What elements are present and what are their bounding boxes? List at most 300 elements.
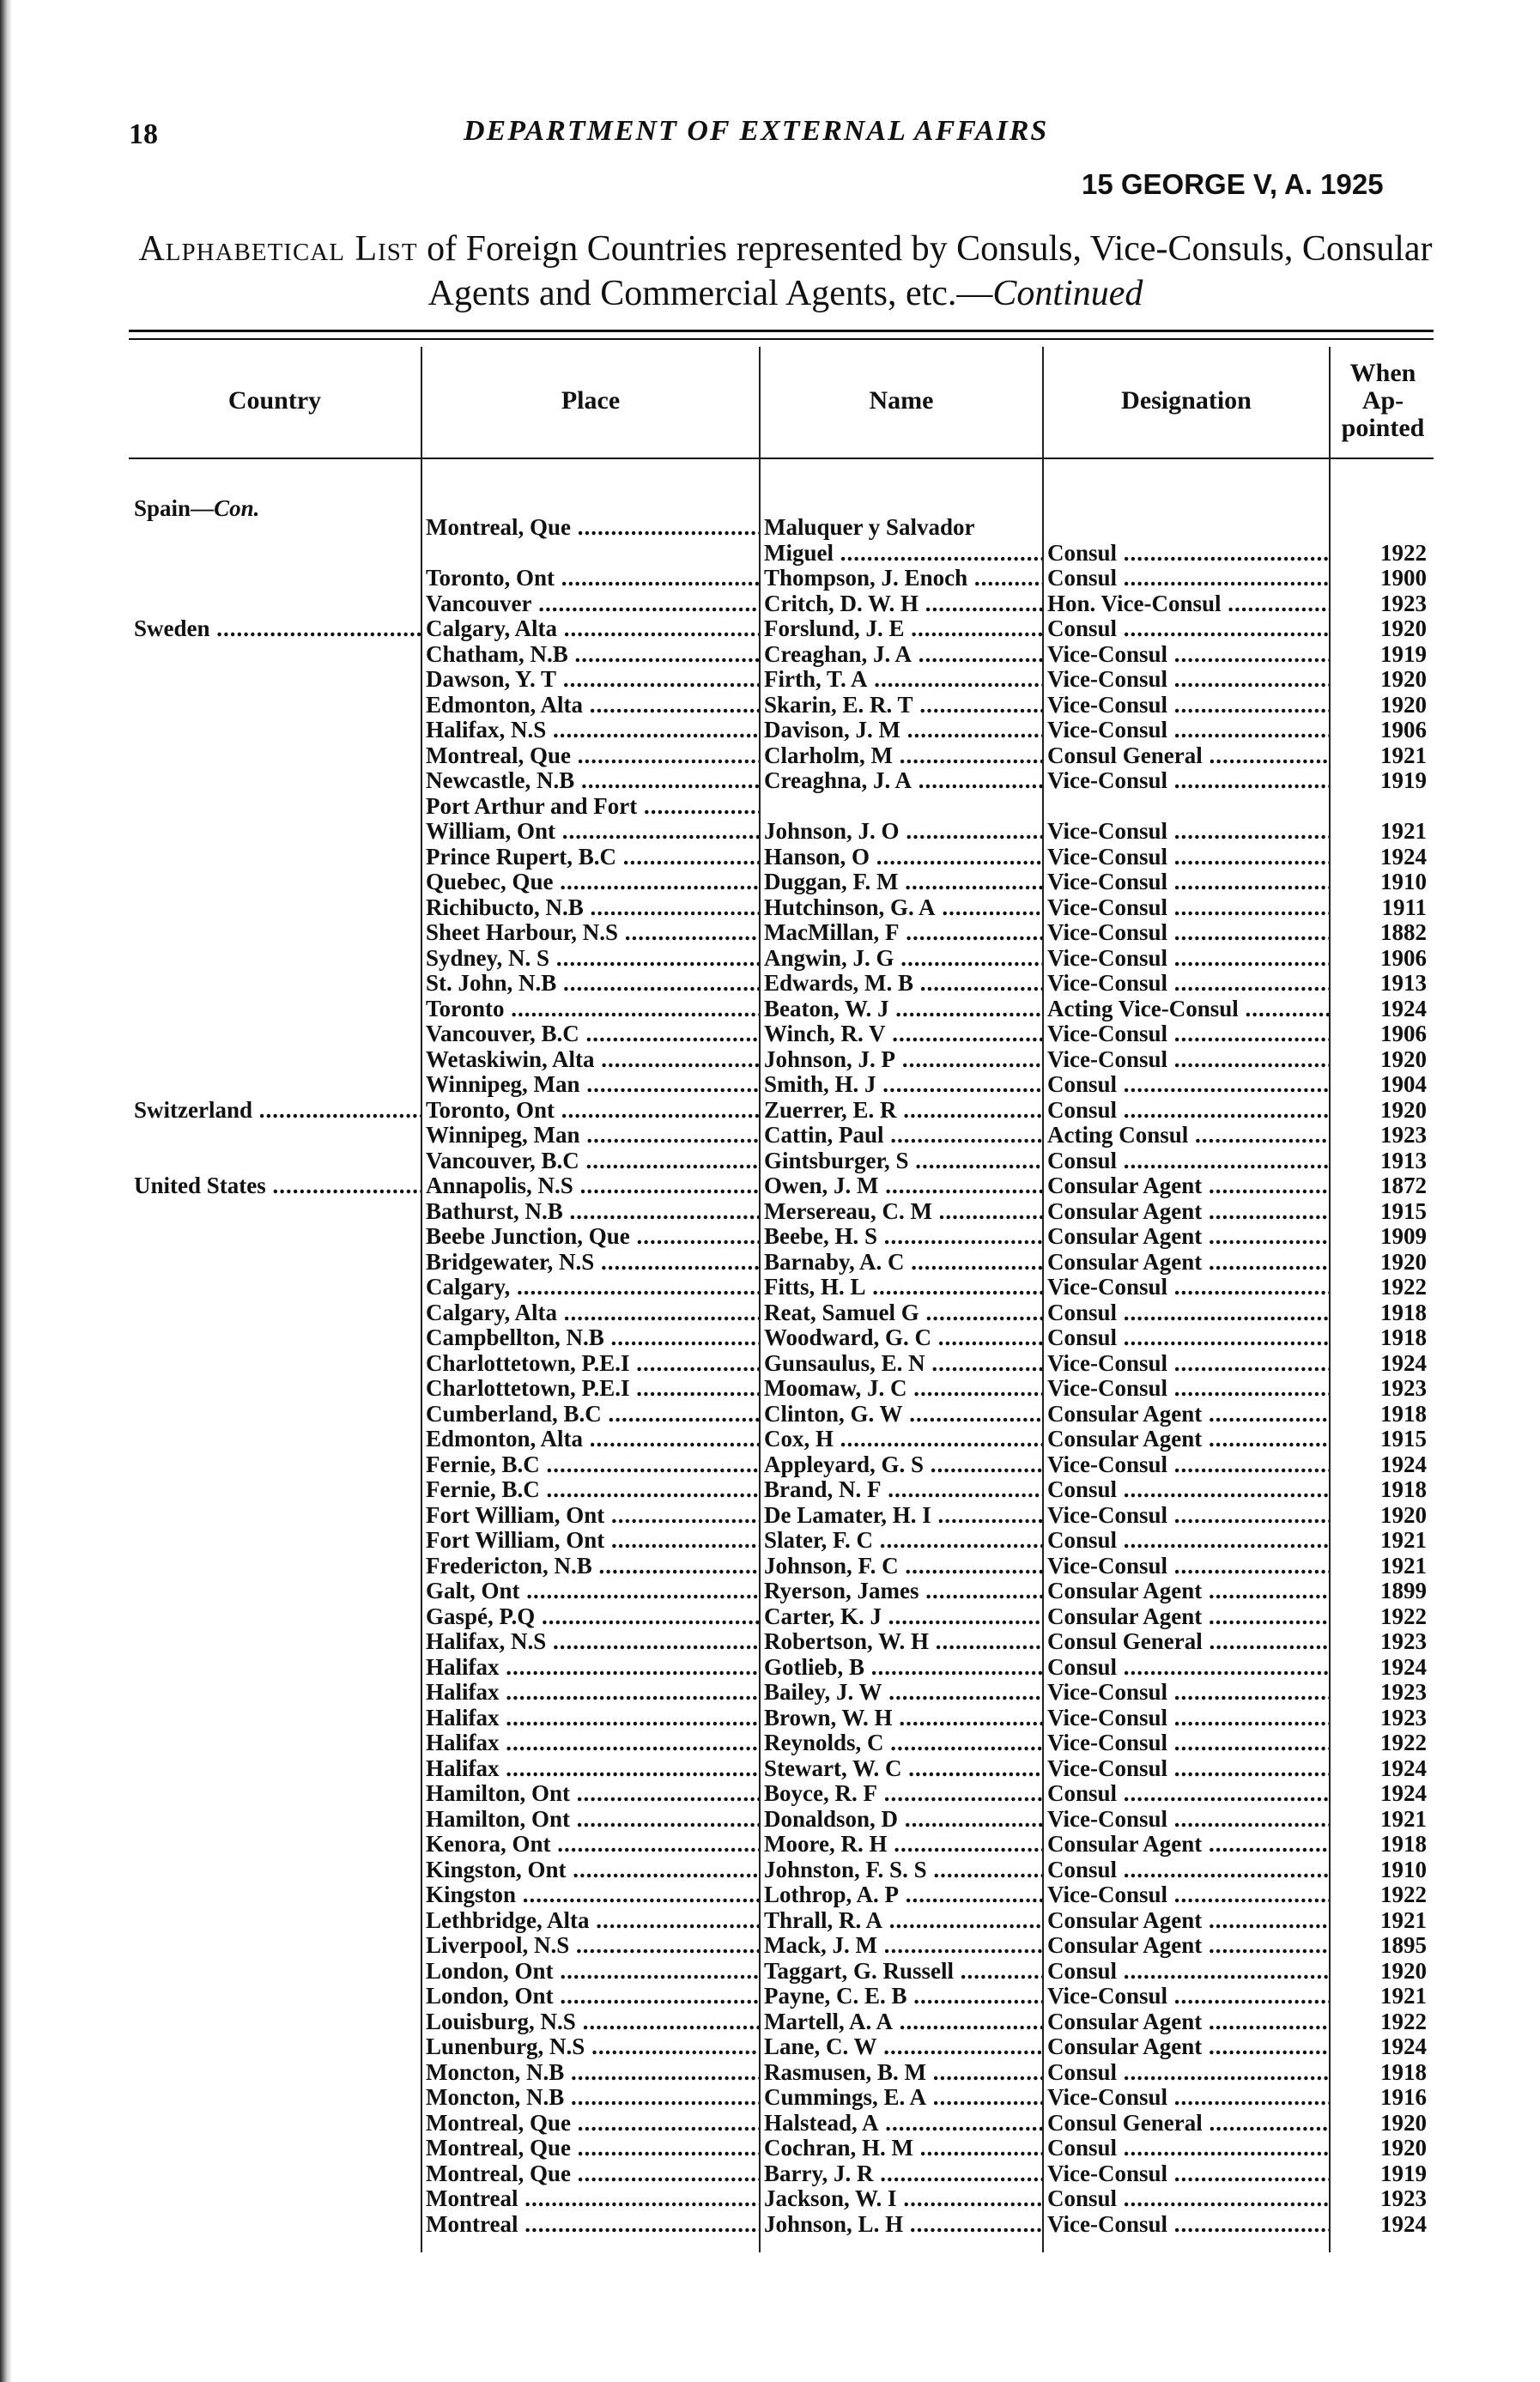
table-row	[129, 1730, 1434, 1756]
cell-country	[129, 920, 421, 946]
table-row	[129, 768, 1434, 794]
cell-designation: Vice-Consul .....	[1042, 845, 1329, 870]
cell-designation: Consular Agent .....	[1042, 1832, 1329, 1858]
cell-year	[1329, 794, 1434, 820]
cell-name: Thompson, J. Enoch .....	[759, 566, 1042, 591]
cell-place: Calgary, Alta .....	[421, 616, 759, 642]
cell-designation: Acting Consul .....	[1042, 1123, 1329, 1149]
cell-year: 1923	[1380, 1629, 1427, 1654]
table-row	[129, 1047, 1434, 1073]
cell-place: Beebe Junction, Que .....	[421, 1224, 759, 1250]
cell-place: Kenora, Ont .....	[421, 1832, 759, 1858]
cell-year: 1918	[1380, 1401, 1427, 1427]
table-row	[129, 845, 1434, 870]
table-row	[129, 1629, 1434, 1655]
table-body	[129, 515, 1434, 2237]
cell-name: Barnaby, A. C .....	[759, 1250, 1042, 1276]
cell-year: 1921	[1380, 1907, 1427, 1933]
table-row	[129, 2111, 1434, 2137]
table-row	[129, 997, 1434, 1022]
cell-country	[129, 515, 421, 541]
table-row	[129, 2060, 1434, 2086]
cell-country	[129, 1832, 421, 1858]
cell-name: Rasmusen, B. M .....	[759, 2060, 1042, 2086]
cell-designation: Vice-Consul .....	[1042, 1047, 1329, 1073]
table-row	[129, 1477, 1434, 1503]
cell-name: MacMillan, F .....	[759, 920, 1042, 946]
cell-place: Hamilton, Ont .....	[421, 1807, 759, 1833]
cell-year: 1923	[1380, 1376, 1427, 1401]
cell-country	[129, 946, 421, 972]
cell-designation: Consul .....	[1042, 2060, 1329, 2086]
cell-country	[129, 2186, 421, 2212]
cell-year: 1918	[1380, 1832, 1427, 1857]
cell-name: Payne, C. E. B .....	[759, 1984, 1042, 2009]
cell-name: Gintsburger, S .....	[759, 1149, 1042, 1174]
cell-year: 1916	[1380, 2085, 1427, 2110]
cell-place: Lunenburg, N.S .....	[421, 2034, 759, 2060]
cell-name: Hutchinson, G. A .....	[759, 895, 1042, 921]
cell-year: 1924	[1380, 1350, 1427, 1376]
cell-year: 1923	[1380, 1123, 1427, 1148]
cell-place: Halifax, N.S .....	[421, 1629, 759, 1655]
cell-year: 1909	[1380, 1224, 1427, 1249]
table-row	[129, 2136, 1434, 2161]
cell-place: Montreal, Que .....	[421, 743, 759, 769]
cell-place: Halifax, N.S .....	[421, 718, 759, 743]
cell-year: 1921	[1380, 1528, 1427, 1553]
cell-country	[129, 2212, 421, 2238]
cell-year: 1924	[1380, 844, 1427, 870]
cell-year: 1920	[1380, 1046, 1427, 1072]
cell-place: Toronto, Ont .....	[421, 566, 759, 591]
cell-country	[129, 1959, 421, 1985]
cell-place: Charlottetown, P.E.I .....	[421, 1351, 759, 1377]
table-row	[129, 1882, 1434, 1908]
cell-place: Montreal .....	[421, 2212, 759, 2238]
cell-name: Critch, D. W. H .....	[759, 591, 1042, 617]
cell-name: Clinton, G. W .....	[759, 1402, 1042, 1427]
cell-designation: Vice-Consul .....	[1042, 1807, 1329, 1833]
cell-name: Taggart, G. Russell .....	[759, 1959, 1042, 1985]
cell-designation: Consular Agent .....	[1042, 1402, 1329, 1427]
cell-year: 1872	[1380, 1173, 1427, 1198]
cell-year: 1904	[1380, 1072, 1427, 1097]
cell-designation: Consul .....	[1042, 566, 1329, 591]
cell-country	[129, 1554, 421, 1579]
cell-country	[129, 895, 421, 921]
cell-name: Thrall, R. A .....	[759, 1908, 1042, 1934]
cell-designation: Vice-Consul .....	[1042, 667, 1329, 693]
cell-designation: Consular Agent .....	[1042, 1908, 1329, 1934]
cell-place: Montreal, Que .....	[421, 2136, 759, 2161]
cell-name: Owen, J. M .....	[759, 1173, 1042, 1199]
table-row	[129, 1756, 1434, 1782]
cell-year: 1920	[1380, 1097, 1427, 1123]
table-row	[129, 1655, 1434, 1681]
cell-designation: Consul General .....	[1042, 743, 1329, 769]
cell-place: Louisburg, N.S .....	[421, 2009, 759, 2035]
cell-name: Lane, C. W .....	[759, 2034, 1042, 2060]
table-row	[129, 2161, 1434, 2187]
table-row	[129, 693, 1434, 718]
table-row	[129, 591, 1434, 617]
cell-place: Moncton, N.B .....	[421, 2060, 759, 2086]
table-row	[129, 1300, 1434, 1326]
cell-name: Johnson, F. C .....	[759, 1554, 1042, 1579]
cell-country	[129, 1224, 421, 1250]
cell-place: Halifax .....	[421, 1706, 759, 1731]
cell-place: Liverpool, N.S .....	[421, 1933, 759, 1959]
cell-place: Bridgewater, N.S .....	[421, 1250, 759, 1276]
cell-name: Forslund, J. E .....	[759, 616, 1042, 642]
cell-designation: Consul .....	[1042, 616, 1329, 642]
cell-country	[129, 2085, 421, 2111]
cell-country: Sweden .....	[129, 616, 421, 642]
cell-year: 1921	[1380, 1806, 1427, 1832]
cell-place: Winnipeg, Man .....	[421, 1123, 759, 1149]
cell-country	[129, 845, 421, 870]
cell-name: Beebe, H. S .....	[759, 1224, 1042, 1250]
cell-name: Creaghan, J. A .....	[759, 642, 1042, 668]
cell-country	[129, 1123, 421, 1149]
cell-name: Gunsaulus, E. N .....	[759, 1351, 1042, 1377]
cell-place: Fort William, Ont .....	[421, 1503, 759, 1529]
cell-country	[129, 1072, 421, 1098]
cell-place: Halifax .....	[421, 1756, 759, 1782]
session-label: 15 GEORGE V, A. 1925	[1082, 168, 1384, 200]
cell-country	[129, 718, 421, 743]
cell-country	[129, 743, 421, 769]
cell-name: Martell, A. A .....	[759, 2009, 1042, 2035]
cell-designation: Consul General .....	[1042, 1629, 1329, 1655]
cell-name: Smith, H. J .....	[759, 1072, 1042, 1098]
cell-name: Moomaw, J. C .....	[759, 1376, 1042, 1402]
cell-designation: Consul .....	[1042, 1528, 1329, 1554]
cell-designation: Vice-Consul .....	[1042, 895, 1329, 921]
cell-year: 1922	[1380, 1275, 1427, 1300]
table-row	[129, 1959, 1434, 1985]
cell-designation: Vice-Consul .....	[1042, 718, 1329, 743]
column-header-place: Place	[561, 386, 621, 415]
cell-country	[129, 1402, 421, 1427]
table-row	[129, 1072, 1434, 1098]
cell-place: Wetaskiwin, Alta .....	[421, 1047, 759, 1073]
cell-designation: Consular Agent .....	[1042, 1427, 1329, 1452]
column-header-designation: Designation	[1121, 386, 1252, 415]
cell-country	[129, 768, 421, 794]
top-rule-thin	[129, 338, 1434, 340]
table-row	[129, 1604, 1434, 1630]
table-row	[129, 1528, 1434, 1554]
cell-designation: Vice-Consul .....	[1042, 1021, 1329, 1047]
cell-country	[129, 2136, 421, 2161]
table-row	[129, 971, 1434, 997]
cell-country	[129, 1984, 421, 2009]
cell-place: Toronto .....	[421, 997, 759, 1022]
cell-name: Skarin, E. R. T .....	[759, 693, 1042, 718]
cell-year: 1913	[1380, 971, 1427, 996]
cell-country	[129, 1477, 421, 1503]
table-row	[129, 1832, 1434, 1858]
cell-name: Brown, W. H .....	[759, 1706, 1042, 1731]
cell-year: 1924	[1380, 1755, 1427, 1781]
consuls-table	[129, 515, 1434, 2237]
cell-place: Moncton, N.B .....	[421, 2085, 759, 2111]
cell-name: Johnson, L. H .....	[759, 2212, 1042, 2238]
cell-name: Barry, J. R .....	[759, 2161, 1042, 2187]
cell-year: 1923	[1380, 591, 1427, 616]
table-row	[129, 946, 1434, 972]
cell-year: 1906	[1380, 1021, 1427, 1046]
cell-year: 1918	[1380, 1477, 1427, 1502]
cell-country	[129, 1706, 421, 1731]
cell-place: Fernie, B.C .....	[421, 1477, 759, 1503]
column-header-name: Name	[869, 386, 934, 415]
cell-year: 1911	[1381, 894, 1427, 920]
table-row	[129, 1933, 1434, 1959]
table-row	[129, 1224, 1434, 1250]
country-heading-text: Spain—	[134, 495, 215, 521]
cell-country	[129, 1427, 421, 1452]
cell-place: Montreal, Que .....	[421, 515, 759, 541]
cell-name	[759, 794, 1042, 820]
header-rule	[129, 458, 1434, 459]
cell-place: Edmonton, Alta .....	[421, 693, 759, 718]
cell-country	[129, 1882, 421, 1908]
cell-designation: Consular Agent .....	[1042, 1199, 1329, 1225]
cell-year: 1915	[1380, 1427, 1427, 1452]
cell-designation: Hon. Vice-Consul .....	[1042, 591, 1329, 617]
cell-designation: Consul .....	[1042, 1655, 1329, 1681]
cell-name: Carter, K. J .....	[759, 1604, 1042, 1630]
table-row	[129, 1554, 1434, 1579]
cell-country	[129, 667, 421, 693]
table-row	[129, 2009, 1434, 2035]
cell-year: 1906	[1380, 945, 1427, 971]
cell-year: 1922	[1380, 540, 1427, 566]
cell-year: 1922	[1380, 1882, 1427, 1907]
cell-designation: Vice-Consul .....	[1042, 1275, 1329, 1300]
cell-country	[129, 1730, 421, 1756]
cell-year: 1906	[1380, 718, 1427, 742]
cell-designation: Consular Agent .....	[1042, 1604, 1329, 1630]
cell-year: 1920	[1380, 616, 1427, 641]
cell-designation: Vice-Consul .....	[1042, 2161, 1329, 2187]
cell-place: St. John, N.B .....	[421, 971, 759, 997]
cell-name: Cox, H .....	[759, 1427, 1042, 1452]
cell-designation: Consular Agent .....	[1042, 1579, 1329, 1604]
cell-country	[129, 870, 421, 895]
cell-name: Jackson, W. I .....	[759, 2186, 1042, 2212]
cell-year: 1915	[1380, 1198, 1427, 1224]
cell-country	[129, 2009, 421, 2035]
cell-place: Fernie, B.C .....	[421, 1452, 759, 1478]
table-row	[129, 1275, 1434, 1300]
cell-designation: Consul .....	[1042, 1325, 1329, 1351]
cell-designation: Vice-Consul .....	[1042, 2085, 1329, 2111]
cell-country	[129, 1756, 421, 1782]
cell-place: Montreal .....	[421, 2186, 759, 2212]
table-row	[129, 1173, 1434, 1199]
cell-place: Sheet Harbour, N.S .....	[421, 920, 759, 946]
cell-country: Switzerland .....	[129, 1098, 421, 1124]
cell-year: 1920	[1380, 1958, 1427, 1984]
cell-country	[129, 1351, 421, 1377]
cell-designation: Vice-Consul .....	[1042, 768, 1329, 794]
cell-place: Fredericton, N.B .....	[421, 1554, 759, 1579]
cell-name: Johnson, J. P .....	[759, 1047, 1042, 1073]
cell-name: Gotlieb, B .....	[759, 1655, 1042, 1681]
cell-year: 1919	[1380, 2161, 1427, 2186]
table-row	[129, 515, 1434, 541]
cell-place: Quebec, Que .....	[421, 870, 759, 895]
cell-place: Calgary, Alta .....	[421, 1300, 759, 1326]
cell-year: 1920	[1380, 2110, 1427, 2136]
scan-edge	[0, 0, 12, 2382]
cell-year: 1895	[1380, 1933, 1427, 1958]
cell-year: 1923	[1380, 2186, 1427, 2211]
cell-country	[129, 1325, 421, 1351]
cell-designation: Vice-Consul .....	[1042, 946, 1329, 972]
cell-designation: Vice-Consul .....	[1042, 642, 1329, 668]
cell-designation: Vice-Consul .....	[1042, 1351, 1329, 1377]
cell-name: Brand, N. F .....	[759, 1477, 1042, 1503]
table-row	[129, 1908, 1434, 1934]
page-title	[129, 227, 1442, 316]
cell-designation	[1042, 515, 1329, 541]
cell-country	[129, 1047, 421, 1073]
cell-year: 1922	[1380, 1603, 1427, 1629]
table-row	[129, 1579, 1434, 1604]
cell-name: Robertson, W. H .....	[759, 1629, 1042, 1655]
cell-designation: Vice-Consul .....	[1042, 971, 1329, 997]
cell-name: Ryerson, James .....	[759, 1579, 1042, 1604]
cell-year: 1920	[1380, 1249, 1427, 1275]
cell-name: Hanson, O .....	[759, 845, 1042, 870]
cell-year: 1900	[1380, 566, 1427, 591]
table-row	[129, 1199, 1434, 1225]
cell-place: Bathurst, N.B .....	[421, 1199, 759, 1225]
cell-place: Prince Rupert, B.C .....	[421, 845, 759, 870]
cell-place: Halifax .....	[421, 1680, 759, 1706]
cell-name: Stewart, W. C .....	[759, 1756, 1042, 1782]
cell-place: London, Ont .....	[421, 1959, 759, 1985]
cell-year: 1918	[1380, 1325, 1427, 1350]
cell-place	[421, 541, 759, 567]
cell-country	[129, 541, 421, 567]
table-row	[129, 1149, 1434, 1174]
cell-country	[129, 1604, 421, 1630]
cell-year: 1924	[1380, 1654, 1427, 1680]
cell-place: Sydney, N. S .....	[421, 946, 759, 972]
cell-designation: Consular Agent .....	[1042, 1173, 1329, 1199]
cell-designation: Vice-Consul .....	[1042, 920, 1329, 946]
cell-name: Appleyard, G. S .....	[759, 1452, 1042, 1478]
cell-designation: Consul .....	[1042, 1098, 1329, 1124]
cell-country	[129, 1579, 421, 1604]
cell-year: 1919	[1380, 641, 1427, 667]
cell-country	[129, 1503, 421, 1529]
cell-designation: Consul .....	[1042, 2186, 1329, 2212]
cell-place: Fort William, Ont .....	[421, 1528, 759, 1554]
cell-year: 1920	[1380, 667, 1427, 692]
cell-designation: Consul .....	[1042, 1959, 1329, 1985]
cell-name: Bailey, J. W .....	[759, 1680, 1042, 1706]
cell-name: Donaldson, D .....	[759, 1807, 1042, 1833]
cell-place: Campbellton, N.B .....	[421, 1325, 759, 1351]
page-number: 18	[129, 118, 158, 150]
table-row	[129, 1325, 1434, 1351]
cell-name: Halstead, A .....	[759, 2111, 1042, 2137]
cell-place: Kingston, Ont .....	[421, 1858, 759, 1883]
table-row	[129, 1706, 1434, 1731]
cell-year: 1921	[1380, 742, 1427, 768]
cell-country	[129, 1275, 421, 1300]
cell-place: Port Arthur and Fort .....	[421, 794, 759, 820]
cell-name: Beaton, W. J .....	[759, 997, 1042, 1022]
country-heading-suffix: Con.	[214, 495, 260, 521]
table-row	[129, 1503, 1434, 1529]
cell-country	[129, 1908, 421, 1934]
table-row	[129, 1984, 1434, 2009]
cell-name: Clarholm, M .....	[759, 743, 1042, 769]
cell-designation: Acting Vice-Consul .....	[1042, 997, 1329, 1022]
cell-designation: Consul .....	[1042, 1781, 1329, 1807]
cell-name: Davison, J. M .....	[759, 718, 1042, 743]
table-row	[129, 616, 1434, 642]
table-row	[129, 895, 1434, 921]
cell-country	[129, 1376, 421, 1402]
table-row	[129, 667, 1434, 693]
cell-designation: Vice-Consul .....	[1042, 1984, 1329, 2009]
table-row	[129, 1807, 1434, 1833]
cell-country	[129, 1528, 421, 1554]
cell-year: 1923	[1380, 1680, 1427, 1705]
cell-year: 1921	[1380, 819, 1427, 844]
table-row	[129, 2085, 1434, 2111]
table-row	[129, 1123, 1434, 1149]
table-row	[129, 819, 1434, 845]
cell-designation: Vice-Consul .....	[1042, 1730, 1329, 1756]
table-row	[129, 2212, 1434, 2238]
cell-year: 1924	[1380, 1452, 1427, 1477]
cell-country: United States .....	[129, 1173, 421, 1199]
table-row	[129, 642, 1434, 668]
cell-name: Slater, F. C .....	[759, 1528, 1042, 1554]
cell-year: 1924	[1380, 2211, 1427, 2237]
cell-year: 1899	[1380, 1579, 1427, 1603]
cell-designation: Vice-Consul .....	[1042, 1756, 1329, 1782]
cell-name: Cattin, Paul .....	[759, 1123, 1042, 1149]
cell-place: Toronto, Ont .....	[421, 1098, 759, 1124]
cell-year: 1918	[1380, 1300, 1427, 1325]
table-row	[129, 566, 1434, 591]
cell-year: 1924	[1380, 996, 1427, 1021]
cell-name: Cummings, E. A .....	[759, 2085, 1042, 2111]
cell-designation: Vice-Consul .....	[1042, 693, 1329, 718]
cell-country	[129, 971, 421, 997]
cell-country	[129, 2034, 421, 2060]
cell-designation: Vice-Consul .....	[1042, 1376, 1329, 1402]
table-row	[129, 1858, 1434, 1883]
cell-year: 1921	[1380, 1984, 1427, 2009]
cell-designation: Consul .....	[1042, 1149, 1329, 1174]
table-row	[129, 1098, 1434, 1124]
cell-year: 1919	[1380, 768, 1427, 793]
cell-country	[129, 1199, 421, 1225]
cell-designation: Vice-Consul .....	[1042, 1680, 1329, 1706]
